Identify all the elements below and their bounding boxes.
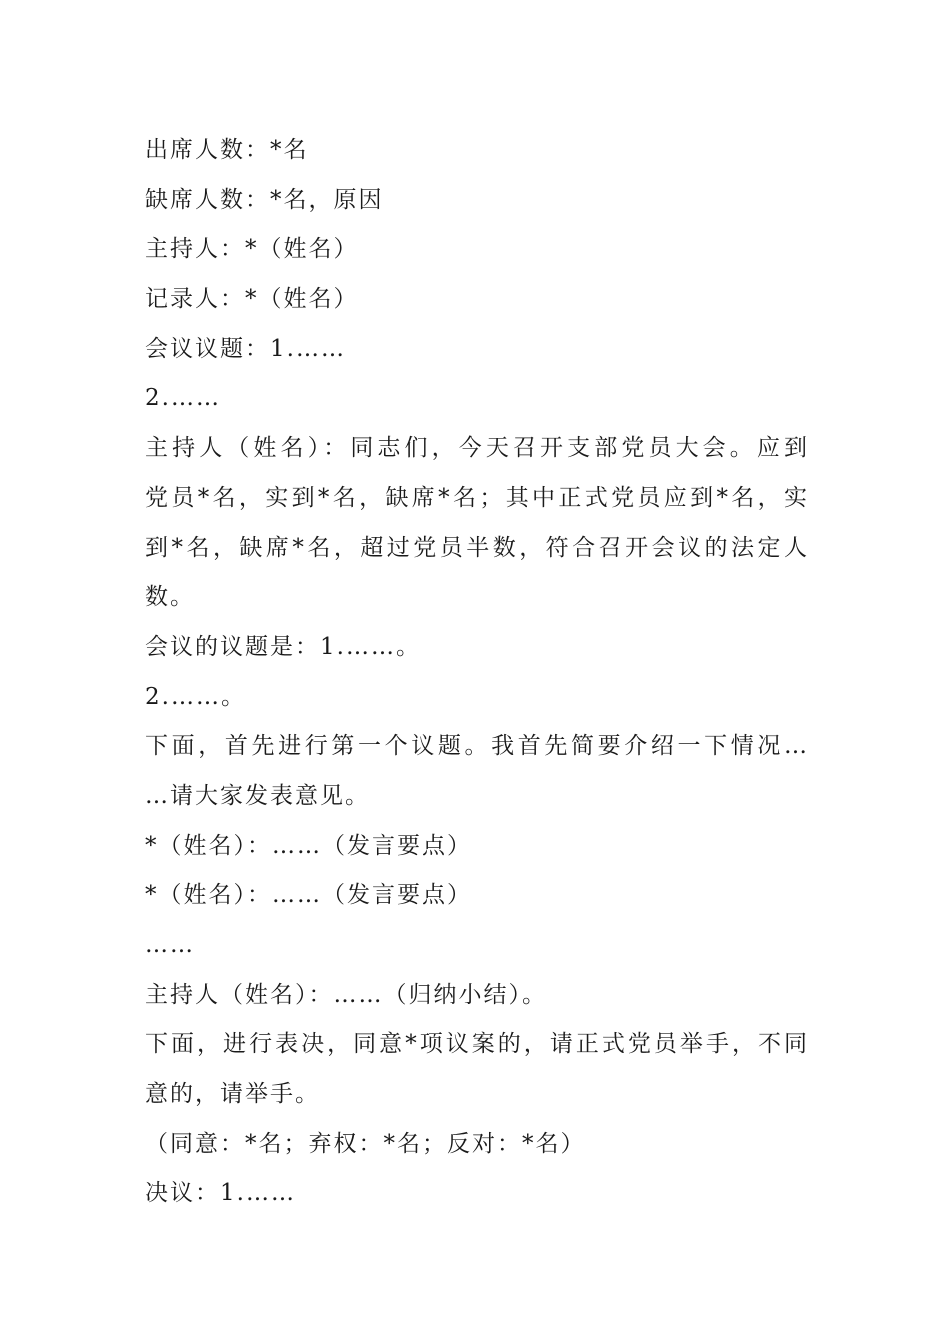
first-topic-intro-line-1: 下面，首先进行第一个议题。我首先简要介绍一下情况… bbox=[145, 733, 809, 760]
agenda-item-2: 2.…… bbox=[145, 385, 221, 412]
ellipsis-line: …… bbox=[145, 932, 195, 958]
host-opening-line-1: 主持人（姓名）：同志们，今天召开支部党员大会。应到 bbox=[145, 435, 809, 462]
meeting-topic-1: 会议的议题是：1.……。 bbox=[145, 633, 421, 660]
attendance-present: 出席人数：*名 bbox=[145, 137, 309, 163]
first-topic-intro-line-2: …请大家发表意见。 bbox=[145, 782, 370, 809]
speaker-remark-2: *（姓名）：……（发言要点） bbox=[145, 882, 472, 909]
attendance-absent: 缺席人数：*名，原因 bbox=[145, 186, 384, 213]
vote-result: （同意：*名；弃权：*名；反对：*名） bbox=[145, 1130, 586, 1157]
host-opening-line-3: 到*名，缺席*名，超过党员半数，符合召开会议的法定人 bbox=[145, 534, 809, 561]
host-line: 主持人：*（姓名） bbox=[145, 236, 359, 263]
speaker-remark-1: *（姓名）：……（发言要点） bbox=[145, 832, 472, 859]
vote-instruction-line-2: 意的，请举手。 bbox=[145, 1081, 320, 1108]
agenda-item-1: 会议议题：1.…… bbox=[145, 335, 346, 362]
recorder-line: 记录人：*（姓名） bbox=[145, 286, 359, 313]
document-page bbox=[145, 126, 809, 1219]
vote-instruction-line-1: 下面，进行表决，同意*项议案的，请正式党员举手，不同 bbox=[145, 1031, 809, 1058]
host-opening-line-4: 数。 bbox=[145, 584, 195, 611]
host-summary: 主持人（姓名）：……（归纳小结）。 bbox=[145, 981, 547, 1008]
resolution-line: 决议：1.…… bbox=[145, 1180, 296, 1207]
host-opening-line-2: 党员*名，实到*名，缺席*名；其中正式党员应到*名，实 bbox=[145, 484, 809, 511]
meeting-topic-2: 2.……。 bbox=[145, 683, 246, 710]
